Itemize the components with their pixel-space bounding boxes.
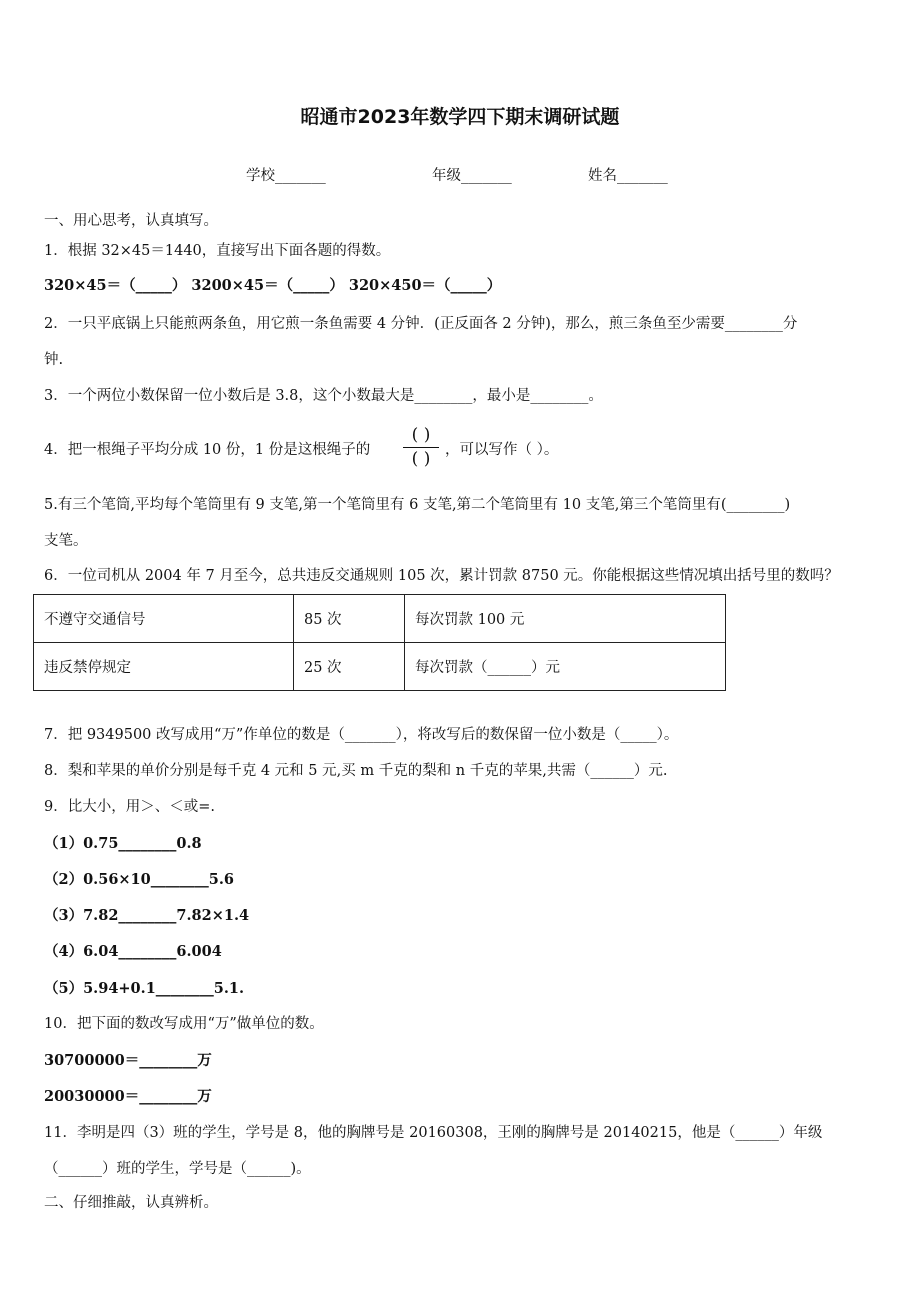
q1-calculations: 320×45＝（_____） 3200×45＝（_____） 320×450＝（_____） bbox=[44, 277, 502, 294]
q6-table bbox=[33, 594, 726, 691]
section-1-heading: 一、用心思考，认真填写。 bbox=[44, 213, 218, 229]
q9-item-3: （3）7.82________7.82×1.4 bbox=[44, 907, 250, 924]
q2-line-2: 钟. bbox=[44, 352, 64, 368]
table-row bbox=[34, 595, 726, 643]
table-row bbox=[34, 643, 726, 691]
q9-item-1: （1）0.75________0.8 bbox=[44, 835, 202, 852]
q9-stem: 9．比大小，用＞、＜或=. bbox=[44, 799, 215, 815]
q6-stem: 6．一位司机从 2004 年 7 月至今，总共违反交通规则 105 次，累计罚款 8750 元。你能根据这些情况填出括号里的数吗？ bbox=[44, 568, 839, 584]
q10-stem: 10．把下面的数改写成用“万”做单位的数。 bbox=[44, 1016, 324, 1032]
q10-item-2: 20030000＝________万 bbox=[44, 1088, 212, 1105]
q4-fraction-numerator: ( ) bbox=[411, 425, 431, 445]
grade-field: 年级_______ bbox=[432, 168, 512, 184]
q5-line-2: 支笔。 bbox=[44, 533, 88, 549]
q4-fraction bbox=[401, 424, 441, 472]
q11-line-2: （______）班的学生，学号是（______)。 bbox=[44, 1161, 311, 1177]
q2-line-1: 2．一只平底锅上只能煎两条鱼，用它煎一条鱼需要 4 分钟．(正反面各 2 分钟)，那么，煎三条鱼至少需要________分 bbox=[44, 316, 798, 332]
q4-before: 4．把一根绳子平均分成 10 份，1 份是这根绳子的 bbox=[44, 442, 371, 458]
q9-item-4: （4）6.04________6.004 bbox=[44, 943, 222, 960]
school-field: 学校_______ bbox=[246, 168, 326, 184]
table-cell: 每次罚款（______）元 bbox=[405, 643, 726, 691]
q5-line-1: 5.有三个笔筒,平均每个笔筒里有 9 支笔,第一个笔筒里有 6 支笔,第二个笔筒里有 10 支笔,第三个笔筒里有(________) bbox=[44, 497, 791, 513]
q3: 3．一个两位小数保留一位小数后是 3.8，这个小数最大是________，最小是________。 bbox=[44, 388, 603, 404]
q4-fraction-denominator: ( ) bbox=[411, 449, 431, 469]
table-cell: 违反禁停规定 bbox=[34, 643, 294, 691]
table-cell: 25 次 bbox=[294, 643, 405, 691]
q4-after: ，可以写作（ ）。 bbox=[445, 442, 559, 458]
section-2-heading: 二、仔细推敲，认真辨析。 bbox=[44, 1195, 218, 1211]
q7: 7．把 9349500 改写成用“万”作单位的数是（_______），将改写后的数保留一位小数是（_____）。 bbox=[44, 727, 679, 743]
q9-item-5: （5）5.94+0.1________5.1. bbox=[44, 980, 245, 997]
q11-line-1: 11．李明是四（3）班的学生，学号是 8，他的胸牌号是 20160308，王刚的胸牌号是 20140215，他是（______）年级 bbox=[44, 1125, 823, 1141]
q10-item-1: 30700000＝________万 bbox=[44, 1052, 212, 1069]
name-field: 姓名_______ bbox=[588, 168, 668, 184]
table-cell: 85 次 bbox=[294, 595, 405, 643]
q8: 8．梨和苹果的单价分别是每千克 4 元和 5 元,买 m 千克的梨和 n 千克的苹果,共需（______）元. bbox=[44, 763, 668, 779]
table-cell: 不遵守交通信号 bbox=[34, 595, 294, 643]
table-cell: 每次罚款 100 元 bbox=[405, 595, 726, 643]
q1-stem: 1．根据 32×45＝1440，直接写出下面各题的得数。 bbox=[44, 243, 391, 259]
q9-item-2: （2）0.56×10________5.6 bbox=[44, 871, 234, 888]
page-title: 昭通市2023年数学四下期末调研试题 bbox=[300, 106, 620, 128]
